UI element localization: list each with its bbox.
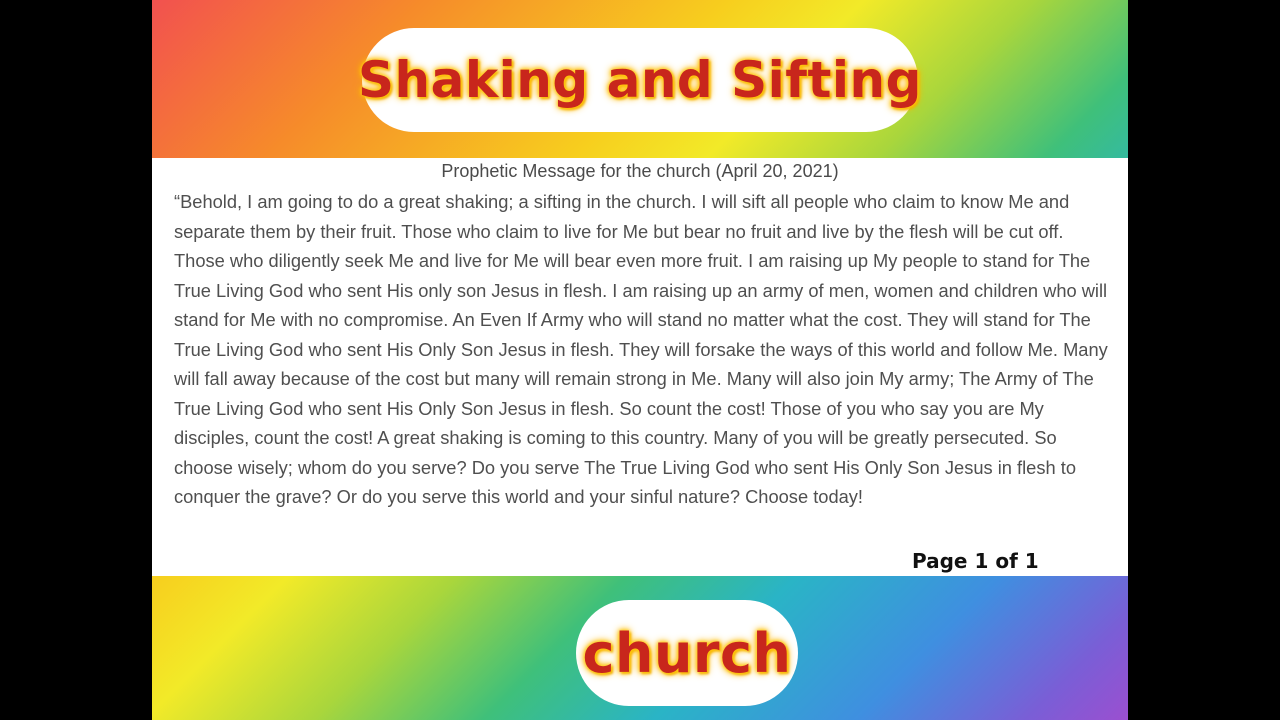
title-banner (152, 0, 1128, 158)
rainbow-slide (152, 0, 1128, 720)
page-indicator: Page 1 of 1 (912, 549, 1039, 573)
footer-banner (152, 576, 1128, 720)
slide-title: Shaking and Sifting (358, 51, 922, 109)
footer-label: church (582, 621, 792, 685)
message-document (152, 158, 1128, 576)
footer-pill (576, 600, 798, 706)
document-heading: Prophetic Message for the church (April 20, 2021) (441, 161, 839, 181)
title-pill (358, 28, 922, 132)
document-body: “Behold, I am going to do a great shaking; a sifting in the church. I will sift all people who claim to know Me and separate them by their fruit. Those who claim to live for Me but bear no fruit and live by the flesh will be cut off. Those who diligently seek Me and live for Me will bear even more fruit. I am raising up My people to stand for The True Living God who sent His only son Jesus in flesh. I am raising up an army of men, women and children who will stand for Me with no compromise. An Even If Army who will stand no matter what the cost. They will stand for The True Living God who sent His Only Son Jesus in flesh. They will forsake the ways of this world and follow Me. Many will fall away because of the cost but many will remain strong in Me. Many will also join My army; The Army of The True Living God who sent His Only Son Jesus in flesh. So count the cost! Those of you who say you are My disciples, count the cost! A great shaking is coming to this country. Many of you will be greatly persecuted. So choose wisely; whom do you serve? Do you serve The True Living God who sent His Only Son Jesus in flesh to conquer the grave? Or do you serve this world and your sinful nature? Choose today! (174, 191, 1108, 507)
